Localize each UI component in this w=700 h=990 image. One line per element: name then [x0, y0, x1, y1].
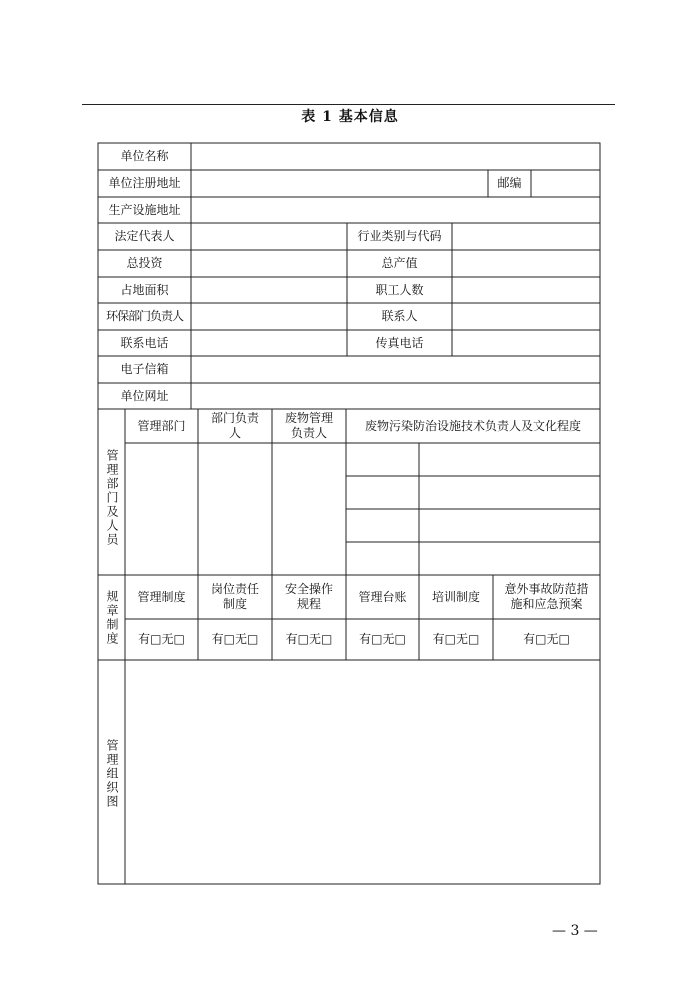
rule-label: 安全操作规程 [284, 582, 333, 611]
label-env-dept-head: 环保部门负责人 [105, 309, 183, 323]
label-total-output: 总产值 [381, 256, 418, 270]
header-dept-head: 部门负责人 [211, 411, 260, 440]
rule-label: 管理台账 [358, 589, 407, 604]
rule-label: 岗位责任制度 [210, 582, 259, 611]
label-email: 电子信箱 [120, 362, 169, 376]
rule-checkbox[interactable]: 有□无□ [285, 632, 333, 646]
label-facility-address: 生产设施地址 [108, 202, 181, 217]
page-number: — 3 — [552, 923, 598, 939]
header-mgmt-dept: 管理部门 [137, 418, 186, 433]
header-waste-head: 废物管理负责人 [284, 411, 333, 440]
label-industry-code: 行业类别与代码 [357, 229, 442, 243]
label-legal-rep: 法定代表人 [114, 229, 175, 243]
label-fax: 传真电话 [375, 335, 424, 350]
rule-checkbox[interactable]: 有□无□ [138, 632, 185, 646]
label-contact: 联系人 [381, 309, 418, 323]
label-unit-name: 单位名称 [120, 149, 169, 163]
rule-checkbox[interactable]: 有□无□ [211, 632, 259, 646]
rule-label: 培训制度 [431, 589, 480, 604]
label-website: 单位网址 [120, 388, 169, 403]
rule-label: 意外事故防范措施和应急预案 [504, 582, 589, 611]
rule-checkbox[interactable]: 有□无□ [432, 632, 480, 646]
management-side-label: 管理部门及人员 [105, 449, 119, 547]
label-total-investment: 总投资 [126, 256, 163, 270]
rule-checkbox[interactable]: 有□无□ [359, 632, 406, 646]
label-land-area: 占地面积 [120, 282, 169, 297]
label-postcode: 邮编 [497, 176, 522, 190]
org-chart-side-label: 管理组织图 [105, 739, 119, 809]
rule-checkbox[interactable]: 有□无□ [523, 632, 570, 646]
label-employees: 职工人数 [375, 282, 424, 297]
table-title: 表 1 基本信息 [301, 109, 399, 125]
label-reg-address: 单位注册地址 [108, 176, 181, 190]
header-tech-head: 废物污染防治设施技术负责人及文化程度 [364, 418, 581, 433]
label-phone: 联系电话 [120, 335, 169, 350]
rules-side-label: 规章制度 [105, 590, 119, 646]
rule-label: 管理制度 [137, 589, 186, 604]
